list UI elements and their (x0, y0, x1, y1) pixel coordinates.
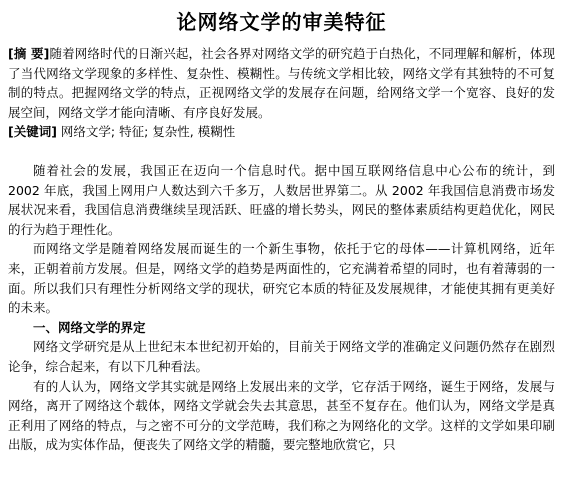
section-paragraph-1: 网络文学研究是从上世纪末本世纪初开始的，目前关于网络文学的准确定义问题仍然存在剧烈论争，综合起来，有以下几种看法。 (8, 339, 555, 374)
keywords-label: [关键词] (8, 124, 57, 140)
section-paragraph-2: 有的人认为，网络文学其实就是网络上发展出来的文学，它存活于网络，诞生于网络，发展与网络，离开了网络这个载体，网络文学就会失去其意思，甚至不复存在。他们认为，网络文学是真正利用了网络的特点，与之密不可分的文学范畴，我们称之为网络化的文学。这样的文学如果印刷出版，成为实体作品，便丧失了网络文学的精髓，要完整地欣赏它，只 (8, 378, 555, 453)
spacer (8, 142, 555, 161)
section-heading: 一、网络文学的界定 (33, 319, 146, 335)
intro-paragraph-2: 而网络文学是随着网络发展而诞生的一个新生事物，依托于它的母体——计算机网络，近年来，正朝着前方发展。但是，网络文学的趋势是两面性的，它充满着希望的同时，也有着薄弱的一面。所以我们只有理性分析网络文学的现状，研究它本质的特征及发展规律，才能使其拥有更美好的未来。 (8, 241, 555, 316)
keywords-text: 网络文学; 特征; 复杂性, 模糊性 (56, 124, 236, 140)
abstract-label: [摘 要] (8, 46, 50, 61)
keywords (8, 122, 555, 142)
abstract-text: 随着网络时代的日渐兴起，社会各界对网络文学的研究趋于白热化，不同理解和解析，体现了当代网络文学现象的多样性、复杂性、模糊性。与传统文学相比较，网络文学有其独特的不可复制的特点。把握网络文学的特点，正视网络文学的发展存在问题，给网络文学一个宽容、良好的发展空间，网络文学才能向清晰、有序良好发展。 (8, 46, 555, 120)
document-title: 论网络文学的审美特征 (176, 10, 387, 34)
intro-paragraph-1: 随着社会的发展，我国正在迈向一个信息时代。据中国互联网络信息中心公布的统计，到 2002 年底，我国上网用户人数达到六千多万，人数居世界第二。从 2002 年我国信息消费市场发展状况来看，我国信息消费继续呈现活跃、旺盛的增长势头，网民的整体素质结构更趋优化，网民的行为趋于理性化。 (8, 162, 555, 237)
abstract (8, 44, 555, 122)
